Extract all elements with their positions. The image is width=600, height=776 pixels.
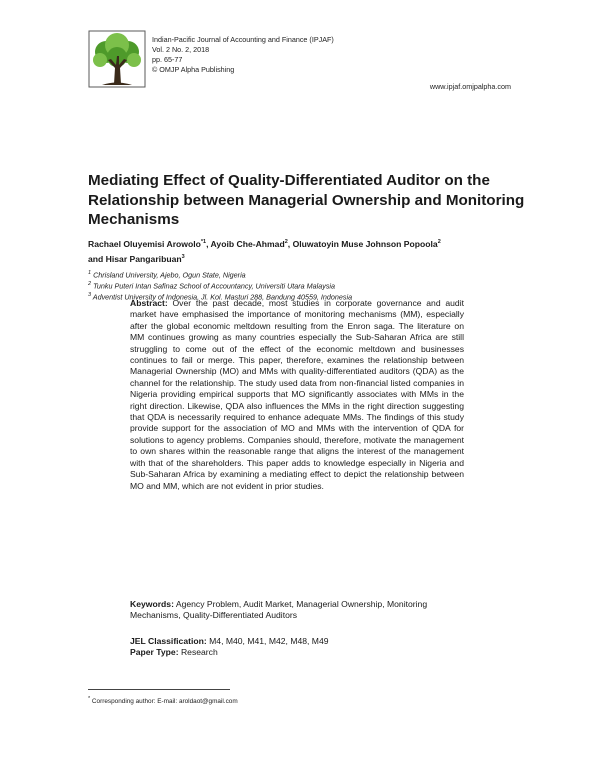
- journal-pages: pp. 65-77: [152, 55, 183, 64]
- journal-website-link[interactable]: www.ipjaf.omjpalpha.com: [429, 82, 511, 91]
- journal-info: [152, 35, 334, 75]
- author-mark: 2: [284, 239, 288, 245]
- author-mark: 3: [181, 253, 185, 260]
- paper-type-label: Paper Type:: [130, 647, 179, 658]
- paper-type: [130, 647, 464, 658]
- jel-label: JEL Classification:: [130, 636, 207, 646]
- author-name: and Hisar Pangaribuan: [88, 253, 182, 264]
- affiliation-item: $^1$ Chrisland University, Ajebo, Ogun State, Nigeria: [88, 270, 246, 280]
- paper-type-value: Research: [180, 647, 218, 658]
- affiliation-item: $^3$ Adventist University of Indonesia, Jl. Kol. Masturi 288, Bandung 40559, Indonesia: [88, 291, 353, 301]
- author-name: Oluwatoyin Muse Johnson Popoola: [292, 238, 438, 249]
- footnote: * Corresponding author: E-mail: aroldaot@gmail.com: [88, 696, 238, 706]
- paper-title: Mediating Effect of Quality-Differentiated Auditor on the Relationship between Managerial Ownership and Monitoring Mechanisms: [88, 172, 525, 228]
- author-mark: 2: [437, 239, 441, 245]
- jel-codes: M4, M40, M41, M42, M48, M49: [209, 636, 329, 646]
- journal-name: Indian-Pacific Journal of Accounting and Finance (IPJAF): [152, 35, 334, 44]
- affiliation-item: $^2$ Tunku Puteri Intan Safinaz School of Accountancy, Universiti Utara Malaysia: [88, 280, 336, 291]
- abstract-label: Abstract:: [130, 298, 168, 308]
- classification: [130, 636, 464, 659]
- author-name: Rachael Oluyemisi Arowolo: [88, 238, 201, 249]
- journal-logo-tree-icon: [88, 30, 146, 88]
- affiliation-list: [88, 269, 528, 301]
- keywords-label: Keywords:: [130, 599, 174, 609]
- keywords: [130, 599, 464, 622]
- author-mark: *1: [200, 239, 207, 245]
- corresponding-author: Corresponding author: E-mail: aroldaot@gmail.com: [91, 698, 238, 706]
- abstract: [130, 298, 464, 492]
- jel-classification: [130, 636, 464, 647]
- keywords-text: Agency Problem, Audit Market, Managerial Ownership, Monitoring Mechanisms, Quality-Differentiated Auditors: [130, 599, 428, 621]
- journal-volume: Vol. 2 No. 2, 2018: [152, 45, 210, 54]
- abstract-text: Over the past decade, most studies in corporate governance and audit market have emphasised the importance of monitoring mechanisms (MM), especially after the global economic meltdown resulting from the Enron saga. The literature on MM continues growing as many countries especially the Sub-Saharan Africa are still struggling to come out of the effect of the economic meltdown and businesses continues to fail or merge. This paper, therefore, examines the relationship between Managerial Ownership (MO) and MMs with quality-differentiated auditors (QDA) as the channel for the relationship. The study used data from non-financial listed companies in Nigeria providing empirical supports that MO significantly associates with MMs in the right direction. Likewise, QDA also influences the MMs in the right direction suggesting that QDA is necessarily required to enhance adequate MMs. The findings of this study provide support for the association of MO and MMs with the intervention of QDA for solutions to agency problems. Companies should, therefore, motivate the management to own shares within the reasonable range that aligns the interest of the management with that of the shareholders. This paper adds to knowledge especially in Nigeria and Sub-Saharan Africa by examining a mediating effect to depict the relationship between MO and MM, which are not evident in prior studies.: [130, 298, 464, 491]
- footnote-divider: [88, 689, 230, 690]
- journal-copyright: © OMJP Alpha Publishing: [152, 65, 235, 74]
- author-list: Rachael Oluyemisi Arowolo$^{*1}$, Ayoib Che-Ahmad$^2$, Oluwatoyin Muse Johnson Popoola$^2$ and Hisar Pangaribuan$^3$: [88, 238, 441, 264]
- author-name: Ayoib Che-Ahmad: [210, 238, 285, 249]
